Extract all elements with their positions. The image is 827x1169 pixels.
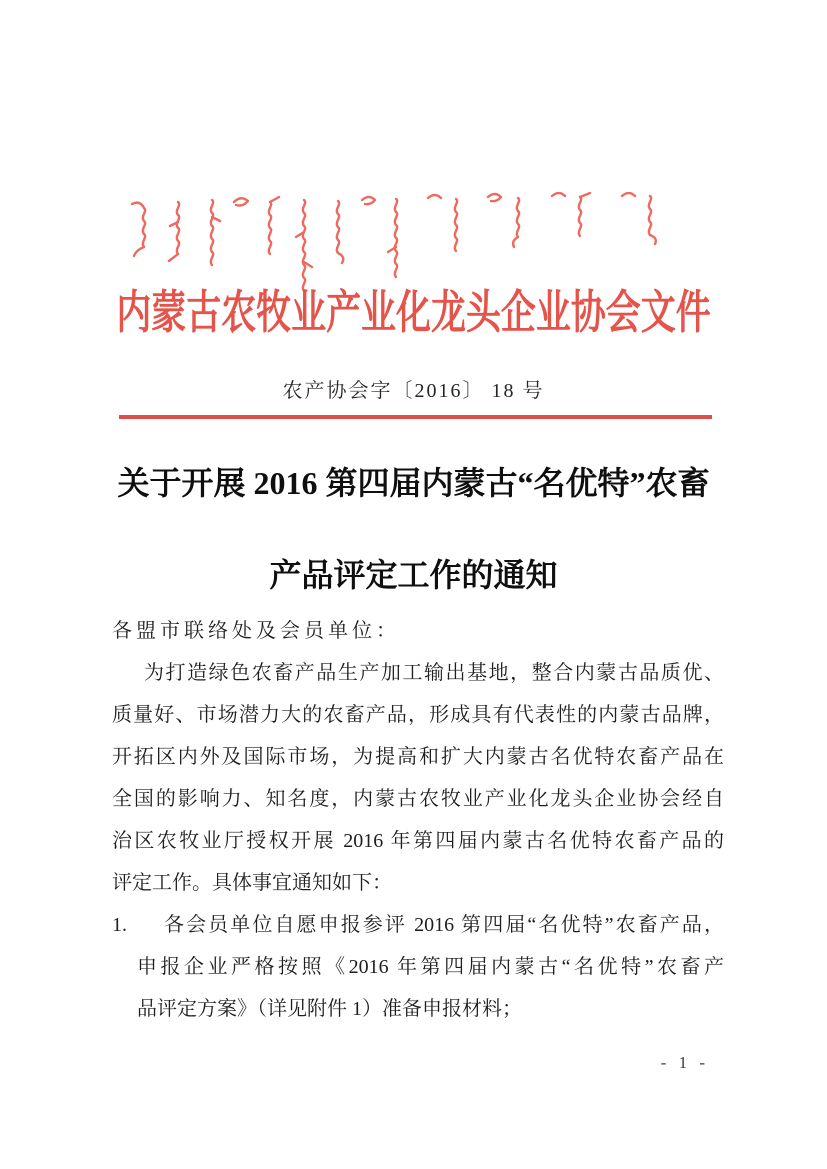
page-number: - 1 - bbox=[660, 1053, 709, 1072]
document-title bbox=[0, 458, 827, 596]
list-item-number: 1. bbox=[112, 914, 127, 936]
org-banner-title: 内蒙古农牧业产业化龙头企业协会文件 bbox=[116, 287, 711, 338]
paragraph-line: 全国的影响力、知名度，内蒙古农牧业产业化龙头企业协会经自 bbox=[112, 788, 724, 810]
doc-number: 农产协会字〔2016〕 18 号 bbox=[282, 380, 545, 402]
paragraph-line: 开拓区内外及国际市场，为提高和扩大内蒙古名优特农畜产品在 bbox=[112, 746, 724, 768]
list-item-text: 各会员单位自愿申报参评 2016 第四届“名优特”农畜产品， bbox=[164, 914, 724, 936]
document-title-line2: 产品评定工作的通知 bbox=[269, 557, 558, 593]
document-title-line1: 关于开展 2016 第四届内蒙古“名优特”农畜 bbox=[117, 465, 710, 501]
document-body bbox=[112, 610, 724, 1030]
paragraph-line: 评定工作。具体事宜通知如下： bbox=[112, 872, 392, 894]
paragraph-line: 质量好、市场潜力大的农畜产品，形成具有代表性的内蒙古品牌， bbox=[112, 704, 724, 726]
red-divider-line bbox=[119, 415, 712, 419]
salutation-line: 各盟市联络处及会员单位： bbox=[112, 620, 400, 642]
list-item-continuation: 品评定方案》（详见附件 1）准备申报材料； bbox=[137, 998, 522, 1020]
list-item-continuation: 申报企业严格按照《2016 年第四届内蒙古“名优特”农畜产 bbox=[137, 956, 724, 978]
list-item-1 bbox=[112, 904, 724, 946]
paragraph-line: 治区农牧业厅授权开展 2016 年第四届内蒙古名优特农畜产品的 bbox=[112, 830, 724, 852]
paragraph-line: 为打造绿色农畜产品生产加工输出基地，整合内蒙古品质优、 bbox=[144, 662, 724, 684]
